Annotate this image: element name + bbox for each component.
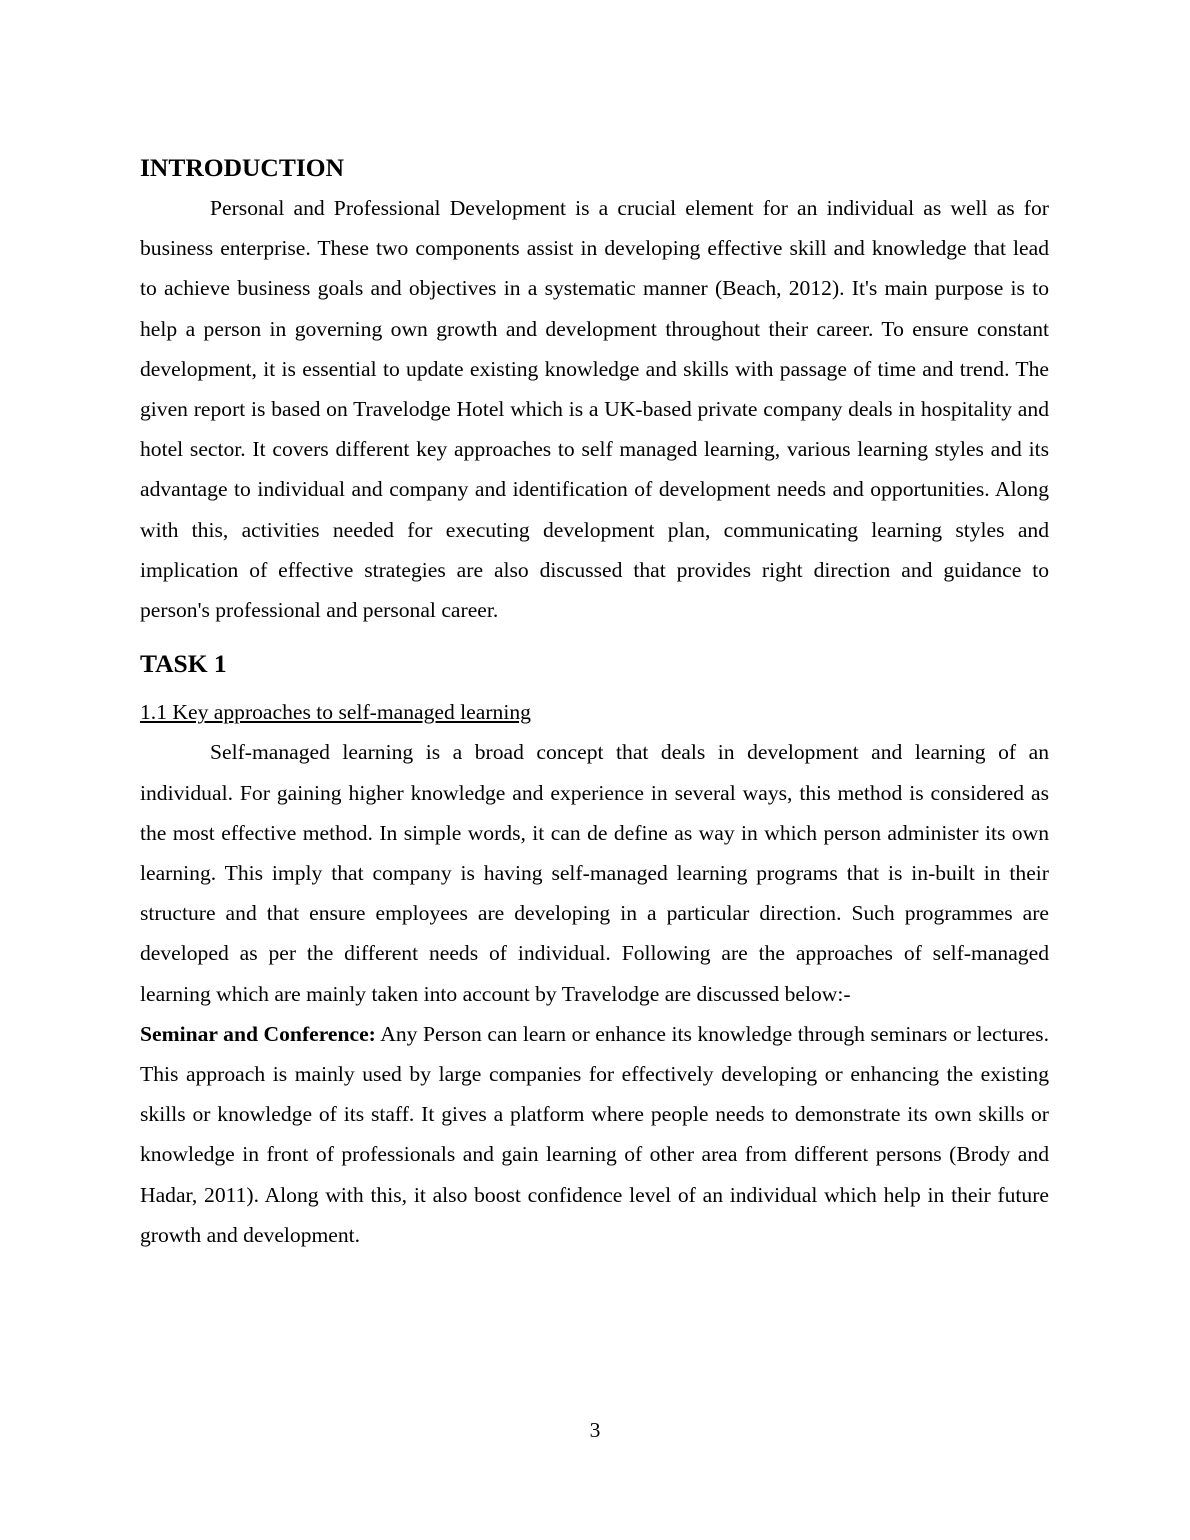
introduction-heading: INTRODUCTION <box>140 153 345 182</box>
introduction-paragraph: Personal and Professional Development is a crucial element for an individual as well as for business enterprise. These two components assist in developing effective skill and knowledge that lead to achieve business goals and objectives in a systematic manner (Beach, 2012). It's main purpose is to help a person in governing own growth and development throughout their career. To ensure constant development, it is essential to update existing knowledge and skills with passage of time and trend. The given report is based on Travelodge Hotel which is a UK-based private company deals in hospitality and hotel sector. It covers different key approaches to self managed learning, various learning styles and its advantage to individual and company and identification of development needs and opportunities. Along with this, activities needed for executing development plan, communicating learning styles and implication of effective strategies are also discussed that provides right direction and guidance to person's professional and personal career. <box>140 196 1049 623</box>
seminar-text: Any Person can learn or enhance its knowledge through seminars or lectures. This approach is mainly used by large companies for effectively developing or enhancing the existing skills or knowledge of its staff. It gives a platform where people needs to demonstrate its own skills or knowledge in front of professionals and gain learning of other area from different persons (Brody and Hadar, 2011). Along with this, it also boost confidence level of an individual which help in their future growth and development. <box>140 1021 1049 1247</box>
page-number: 3 <box>589 1418 601 1442</box>
seminar-lead: Seminar and Conference: <box>140 1021 376 1046</box>
section-1-1-subheading: 1.1 Key approaches to self-managed learning <box>140 700 531 725</box>
page-content <box>140 148 1049 1255</box>
task1-heading: TASK 1 <box>140 649 227 679</box>
self-managed-learning-paragraph: Self-managed learning is a broad concept that deals in development and learning of an individual. For gaining higher knowledge and experience in several ways, this method is considered as the most effective method. In simple words, it can de define as way in which person administer its own learning. This imply that company is having self-managed learning programs that is in-built in their structure and that ensure employees are developing in a particular direction. Such programmes are developed as per the different needs of individual. Following are the approaches of self-managed learning which are mainly taken into account by Travelodge are discussed below:- <box>140 740 1049 1006</box>
seminar-paragraph <box>140 1014 1049 1255</box>
